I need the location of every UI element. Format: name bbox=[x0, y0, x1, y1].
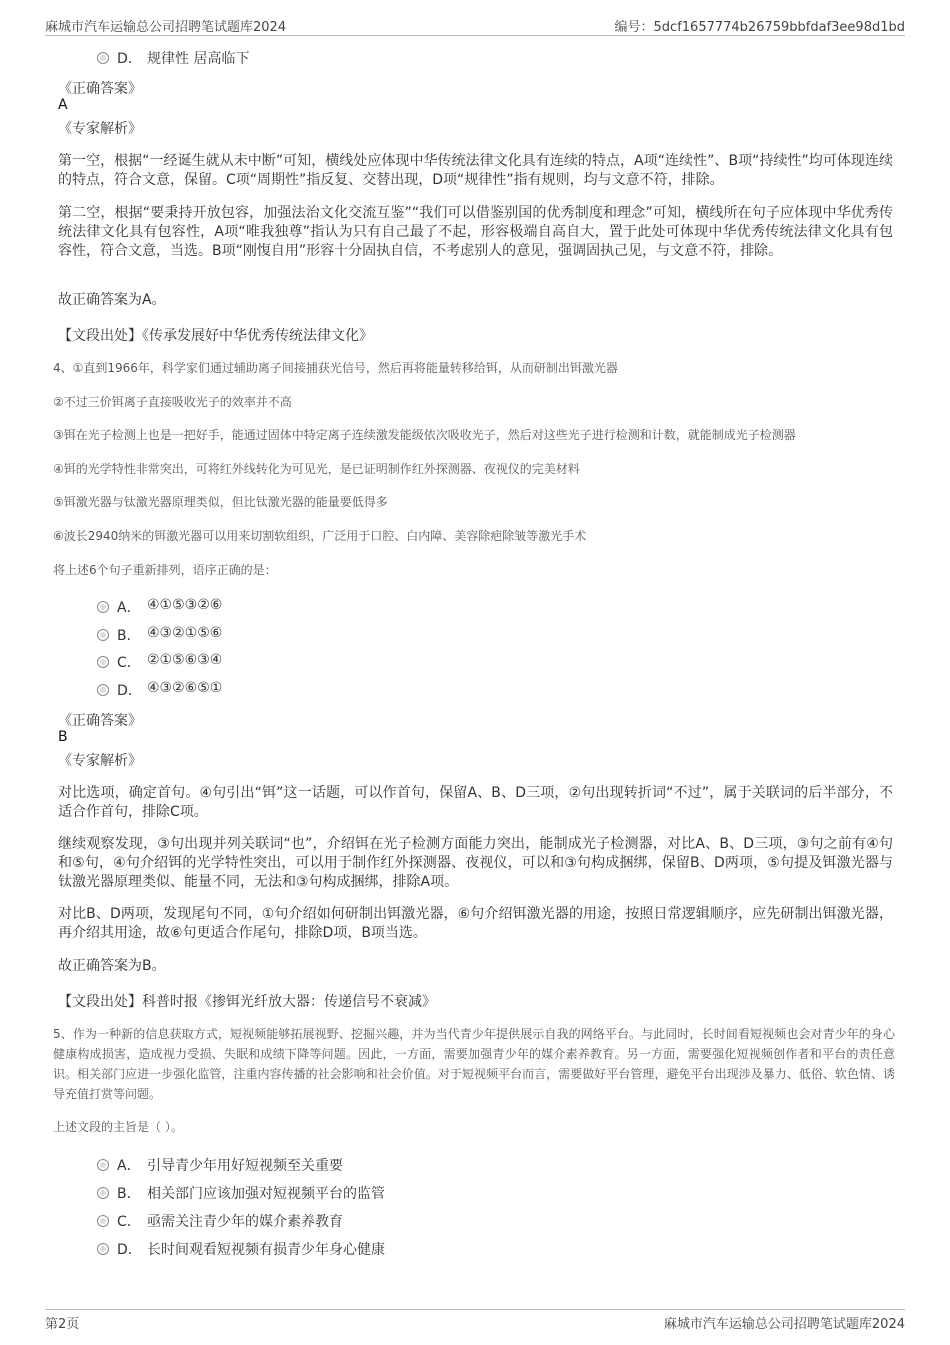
q4-answer-label: 《正确答案》 bbox=[58, 713, 142, 729]
option-letter: B． bbox=[117, 1186, 141, 1202]
q4-analysis-paragraph: 对比选项，确定首句。④句引出“铒”这一话题，可以作首句，保留A、B、D三项，②句出现转折词“不过”，属于关联词的后半部分，不适合作首句，排除C项。 bbox=[58, 785, 893, 820]
option-letter: B． bbox=[117, 628, 141, 644]
option-letter: D． bbox=[117, 51, 142, 67]
q3-answer: A bbox=[58, 97, 68, 113]
option-text: 长时间观看短视频有损青少年身心健康 bbox=[147, 1242, 385, 1258]
option-text: ②①⑤⑥③④ bbox=[147, 652, 223, 668]
q4-prompt: 将上述6个句子重新排列，语序正确的是： bbox=[53, 563, 277, 577]
q5-prompt: 上述文段的主旨是（ ）。 bbox=[53, 1120, 183, 1134]
option-letter: D． bbox=[117, 683, 142, 699]
q4-analysis-paragraph: 继续观察发现，③句出现并列关联词“也”，介绍铒在光子检测方面能力突出，能制成光子检测器，对比A、B、D三项，③句之前有④句和⑤句，④句介绍铒的光学特性突出，可以用于制作红外探测器、夜视仪，可以和③句构成捆绑，保留B、D两项，⑤句提及铒激光器与钛激光器原理类似、能量不同，无法和③句构成捆绑，排除A项。 bbox=[58, 836, 893, 890]
header-divider bbox=[45, 35, 905, 36]
option-text: ④③②①⑤⑥ bbox=[147, 625, 223, 641]
option-letter: D． bbox=[117, 1242, 142, 1258]
radio-icon[interactable] bbox=[97, 684, 109, 696]
q4-conclusion: 故正确答案为B。 bbox=[58, 958, 166, 974]
radio-icon[interactable] bbox=[97, 1243, 109, 1255]
q4-sentence: ⑥波长2940纳米的铒激光器可以用来切割软组织，广泛用于口腔、白内障、美容除疤除皱等激光手术 bbox=[53, 529, 587, 543]
option-text: 引导青少年用好短视频至关重要 bbox=[147, 1158, 343, 1174]
q4-sentence: ②不过三价铒离子直接吸收光子的效率并不高 bbox=[53, 395, 292, 409]
q4-analysis-label: 《专家解析》 bbox=[58, 753, 142, 769]
q3-analysis-paragraph: 第二空，根据“要秉持开放包容，加强法治文化交流互鉴”“我们可以借鉴别国的优秀制度和理念”可知，横线所在句子应体现中华优秀传统法律文化具有包容性，A项“唯我独尊”指认为只有自己最了不起，形容极端自高自大，置于此处可体现中华优秀传统法律文化具有包容性，符合文意，当选。B项“刚愎自用”形容十分固执自信，不考虑别人的意见，强调固执己见，与文意不符，排除。 bbox=[58, 205, 893, 259]
footer-divider bbox=[45, 1309, 905, 1310]
q3-conclusion: 故正确答案为A。 bbox=[58, 292, 166, 308]
q4-answer: B bbox=[58, 729, 68, 745]
q4-sentence: 4、①直到1966年，科学家们通过辅助离子间接捕获光信号，然后再将能量转移给铒，从而研制出铒激光器 bbox=[53, 361, 618, 375]
q4-sentence: ③铒在光子检测上也是一把好手，能通过固体中特定离子连续激发能级依次吸收光子，然后对这些光子进行检测和计数，就能制成光子检测器 bbox=[53, 428, 796, 442]
page-number: 第2页 bbox=[45, 1317, 80, 1332]
radio-icon[interactable] bbox=[97, 1159, 109, 1171]
option-text: 亟需关注青少年的媒介素养教育 bbox=[147, 1214, 343, 1230]
option-text: 规律性 居高临下 bbox=[147, 51, 250, 67]
option-letter: A． bbox=[117, 600, 141, 616]
option-letter: A． bbox=[117, 1158, 141, 1174]
radio-icon[interactable] bbox=[97, 629, 109, 641]
radio-icon[interactable] bbox=[97, 656, 109, 668]
q4-sentence: ⑤铒激光器与钛激光器原理类似，但比钛激光器的能量要低得多 bbox=[53, 495, 388, 509]
header-title: 麻城市汽车运输总公司招聘笔试题库2024 bbox=[45, 20, 287, 35]
q3-analysis-paragraph: 第一空，根据“一经诞生就从未中断”可知，横线处应体现中华传统法律文化具有连续的特点，A项“连续性”、B项“持续性”均可体现连续的特点，符合文意，保留。C项“周期性”指反复、交替出现，D项“规律性”指有规则，均与文意不符，排除。 bbox=[58, 153, 893, 188]
radio-icon[interactable] bbox=[97, 52, 109, 64]
q5-passage: 5、作为一种新的信息获取方式，短视频能够拓展视野、挖掘兴趣，并为当代青少年提供展示自我的网络平台。与此同时，长时间看短视频也会对青少年的身心健康构成损害，造成视力受损、失眠和成绩下降等问题。因此，一方面，需要加强青少年的媒介素养教育。另一方面，需要强化短视频创作者和平台的责任意识。相关部门应进一步强化监管，注重内容传播的社会影响和社会价值。对于短视频平台而言，需要做好平台管理，避免平台出现涉及暴力、低俗、软色情、诱导充值打赏等问题。 bbox=[53, 1027, 895, 1101]
option-text: 相关部门应该加强对短视频平台的监管 bbox=[147, 1186, 385, 1202]
q4-analysis-paragraph: 对比B、D两项，发现尾句不同，①句介绍如何研制出铒激光器，⑥句介绍铒激光器的用途，按照日常逻辑顺序，应先研制出铒激光器，再介绍其用途，故⑥句更适合作尾句，排除D项，B项当选。 bbox=[58, 906, 893, 941]
q4-source: 【文段出处】科普时报《掺铒光纤放大器：传递信号不衰减》 bbox=[58, 994, 436, 1010]
radio-icon[interactable] bbox=[97, 1187, 109, 1199]
option-text: ④①⑤③②⑥ bbox=[147, 597, 223, 613]
q3-answer-label: 《正确答案》 bbox=[58, 81, 142, 97]
q3-source: 【文段出处】《传承发展好中华优秀传统法律文化》 bbox=[58, 328, 373, 344]
q4-sentence: ④铒的光学特性非常突出，可将红外线转化为可见光，是已证明制作红外探测器、夜视仪的完美材料 bbox=[53, 462, 580, 476]
option-letter: C． bbox=[117, 1214, 141, 1230]
option-letter: C． bbox=[117, 655, 141, 671]
document-id: 编号：5dcf1657774b26759bbfdaf3ee98d1bd bbox=[614, 20, 905, 35]
q3-analysis-label: 《专家解析》 bbox=[58, 121, 142, 137]
footer-title: 麻城市汽车运输总公司招聘笔试题库2024 bbox=[663, 1317, 905, 1332]
radio-icon[interactable] bbox=[97, 601, 109, 613]
radio-icon[interactable] bbox=[97, 1215, 109, 1227]
option-text: ④③②⑥⑤① bbox=[147, 680, 223, 696]
